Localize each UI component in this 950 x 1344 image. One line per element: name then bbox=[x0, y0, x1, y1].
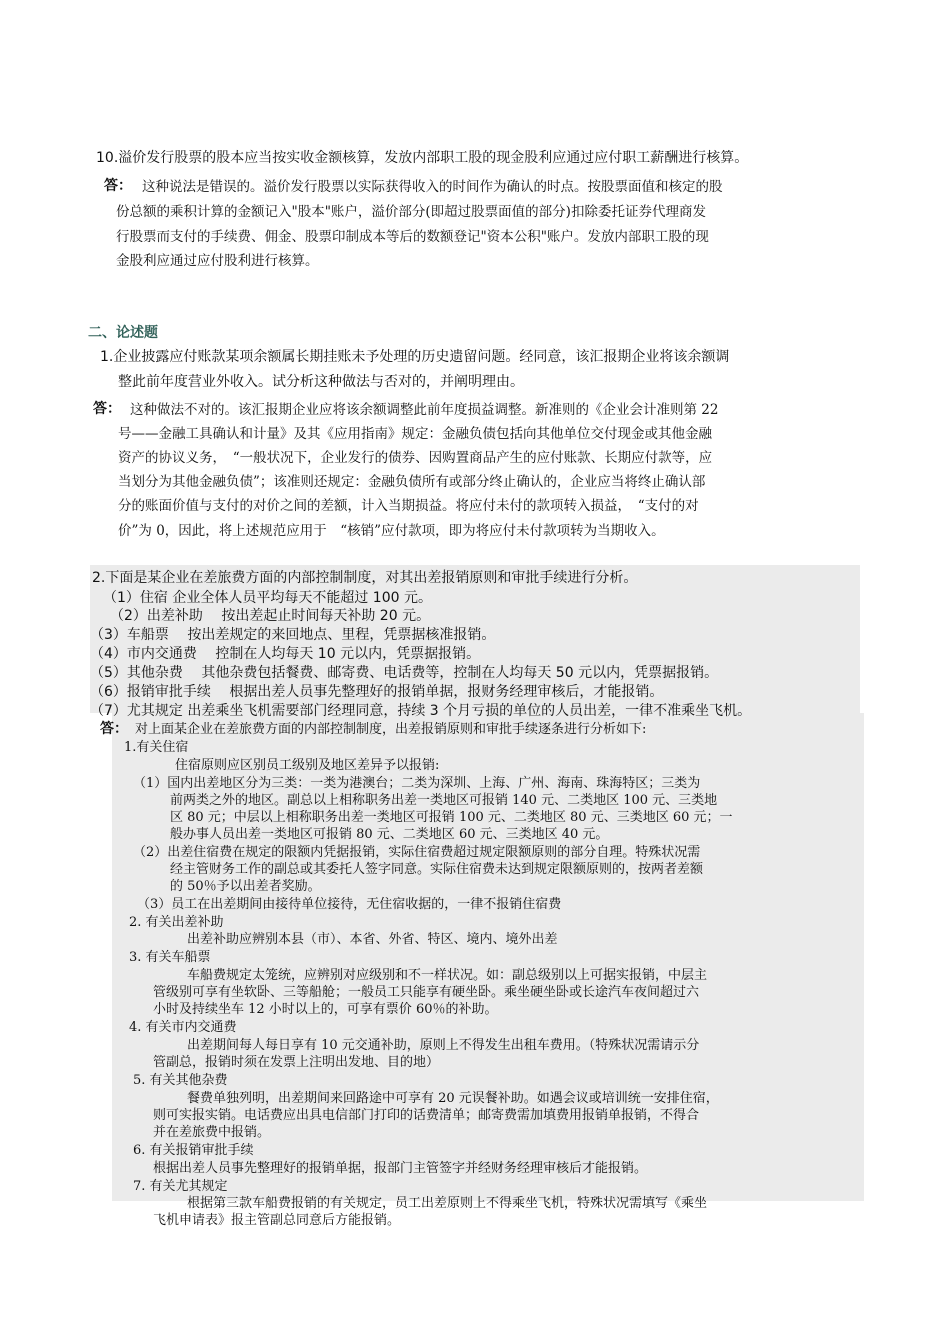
q2-rule: （1）住宿 企业全体人员平均每天不能超过 100 元。 bbox=[103, 590, 432, 606]
q1-answer-line: 分的账面价值与支付的对价之间的差额，计入当期损益。将应付未付的款项转入损益， “支付的对 bbox=[118, 498, 699, 514]
q2-answer-line: 经主管财务工作的副总或其委托人签字同意。实际住宿费未达到规定限额原则的，按两者差额 bbox=[170, 862, 704, 877]
q2-question: 2.下面是某企业在差旅费方面的内部控制制度，对其出差报销原则和审批手续进行分析。 bbox=[92, 570, 638, 586]
q1-answer-line: 当划分为其他金融负债”；该准则还规定：金融负债所有或部分终止确认的，企业应当将终止确认部 bbox=[118, 474, 706, 490]
q2-answer-line: （1）国内出差地区分为三类：一类为港澳台；二类为深圳、上海、广州、海南、珠海特区；三类为 bbox=[133, 776, 701, 791]
q2-answer-line: 6. 有关报销审批手续 bbox=[133, 1143, 254, 1158]
q2-answer-line: 管级别可享有坐软卧、三等船舱；一般员工只能享有硬坐卧。乘坐硬坐卧或长途汽车夜间超过六 bbox=[153, 985, 700, 1000]
q2-answer-line: 4. 有关市内交通费 bbox=[129, 1020, 237, 1035]
q10-answer-line: 这种说法是错误的。溢价发行股票以实际获得收入的时间作为确认的时点。按股票面值和核定的股 bbox=[142, 179, 723, 195]
q2-answer-line: 住宿原则应区别员工级别及地区差异予以报销: bbox=[175, 758, 440, 773]
q2-answer-line: 2. 有关出差补助 bbox=[129, 915, 224, 930]
q1-question-line: 整此前年度营业外收入。试分析这种做法与否对的，并阐明理由。 bbox=[118, 374, 524, 390]
q1-answer-line: 价”为 0，因此，将上述规范应用于 “核销”应付款项，即为将应付未付款项转为当期收入。 bbox=[118, 523, 665, 539]
q2-answer-line: 3. 有关车船票 bbox=[129, 950, 211, 965]
q2-answer-line: 车船费规定太笼统，应辨别对应级别和不一样状况。如：副总级别以上可据实报销，中层主 bbox=[187, 968, 708, 983]
q1-answer-line: 号——金融工具确认和计量》及其《应用指南》规定：金融负债包括向其他单位交付现金或其他金融 bbox=[118, 426, 712, 442]
q2-rule: （6）报销审批手续 根据出差人员事先整理好的报销单据，报财务经理审核后，才能报销。 bbox=[90, 684, 664, 700]
q2-answer-line: 餐费单独列明，出差期间来回路途中可享有 20 元误餐补助。如遇会议或培训统一安排住宿， bbox=[187, 1091, 719, 1106]
q2-rule: （4）市内交通费 控制在人均每天 10 元以内，凭票据报销。 bbox=[90, 646, 481, 662]
section-heading: 二、论述题 bbox=[88, 325, 158, 341]
q10-answer-line: 行股票而支付的手续费、佣金、股票印制成本等后的数额登记"资本公积"账户。发放内部职工股的现 bbox=[116, 229, 709, 245]
q10-answer-line: 份总额的乘积计算的金额记入"股本"账户，溢价部分(即超过股票面值的部分)扣除委托证券代理商发 bbox=[116, 204, 706, 220]
q10-answer-line: 金股利应通过应付股利进行核算。 bbox=[116, 253, 319, 269]
q2-answer-line: 管副总，报销时须在发票上注明出发地、目的地） bbox=[153, 1055, 440, 1070]
q2-answer-line: 区 80 元；中层以上相称职务出差一类地区可报销 100 元、二类地区 80 元、三类地区 60 元；一 bbox=[170, 810, 733, 825]
q1-question-line: 1.企业披露应付账款某项余额属长期挂账未予处理的历史遗留问题。经同意，该汇报期企业将该余额调 bbox=[100, 349, 730, 365]
q2-answer-line: 前两类之外的地区。副总以上相称职务出差一类地区可报销 140 元、二类地区 100 元、三类地 bbox=[170, 793, 718, 808]
q10-answer-label: 答： bbox=[104, 178, 132, 194]
q2-answer-line: （2）出差住宿费在规定的限额内凭据报销，实际住宿费超过规定限额原则的部分自理。特殊状况需 bbox=[133, 845, 701, 860]
q2-answer-line: 根据第三款车船费报销的有关规定，员工出差原则上不得乘坐飞机，特殊状况需填写《乘坐 bbox=[187, 1196, 708, 1211]
q2-answer-label: 答： bbox=[100, 721, 128, 737]
q2-answer-line: 出差补助应辨别本县（市）、本省、外省、特区、境内、境外出差 bbox=[187, 932, 558, 947]
q10-question: 10.溢价发行股票的股本应当按实收金额核算，发放内部职工股的现金股利应通过应付职工薪酬进行核算。 bbox=[96, 150, 749, 166]
q2-answer-line: 的 50％予以出差者奖励。 bbox=[170, 879, 321, 894]
q1-answer-label: 答： bbox=[93, 401, 121, 417]
q2-answer-intro: 对上面某企业在差旅费方面的内部控制制度，出差报销原则和审批手续逐条进行分析如下: bbox=[135, 722, 647, 737]
q2-answer-line: 7. 有关尤其规定 bbox=[133, 1179, 228, 1194]
q2-answer-line: （3）员工在出差期间由接待单位接待，无住宿收据的，一律不报销住宿费 bbox=[137, 897, 562, 912]
q2-answer-line: 小时及持续坐车 12 小时以上的，可享有票价 60％的补助。 bbox=[153, 1002, 498, 1017]
q1-answer-line: 这种做法不对的。该汇报期企业应将该余额调整此前年度损益调整。新准则的《企业会计准则第 22 bbox=[130, 402, 719, 418]
q2-answer-line: 根据出差人员事先整理好的报销单据，报部门主管签字并经财务经理审核后才能报销。 bbox=[153, 1161, 648, 1176]
q1-answer-line: 资产的协议义务， “一般状况下，企业发行的债券、因购置商品产生的应付账款、长期应付款等，应 bbox=[118, 450, 713, 466]
q2-answer-line: 并在差旅费中报销。 bbox=[153, 1125, 271, 1140]
q2-rule: （7）尤其规定 出差乘坐飞机需要部门经理同意，持续 3 个月亏损的单位的人员出差，一律不准乘坐飞机。 bbox=[90, 703, 752, 719]
q2-rule: （3）车船票 按出差规定的来回地点、里程，凭票据核准报销。 bbox=[90, 627, 496, 643]
q2-answer-line: 飞机申请表》报主管副总同意后方能报销。 bbox=[153, 1213, 401, 1228]
q2-answer-line: 出差期间每人每日享有 10 元交通补助，原则上不得发生出租车费用。（特殊状况需请示分 bbox=[187, 1038, 700, 1053]
q2-answer-line: 则可实报实销。电话费应出具电信部门打印的话费清单；邮寄费需加填费用报销单报销，不得合 bbox=[153, 1108, 700, 1123]
q2-rule: （2）出差补助 按出差起止时间每天补助 20 元。 bbox=[110, 608, 431, 624]
q2-answer-line: 般办事人员出差一类地区可报销 80 元、二类地区 60 元、三类地区 40 元。 bbox=[170, 827, 609, 842]
q2-answer-line: 5. 有关其他杂费 bbox=[133, 1073, 228, 1088]
q2-answer-line: 1.有关住宿 bbox=[124, 740, 189, 755]
q2-rule: （5）其他杂费 其他杂费包括餐费、邮寄费、电话费等，控制在人均每天 50 元以内，凭票据报销。 bbox=[90, 665, 719, 681]
